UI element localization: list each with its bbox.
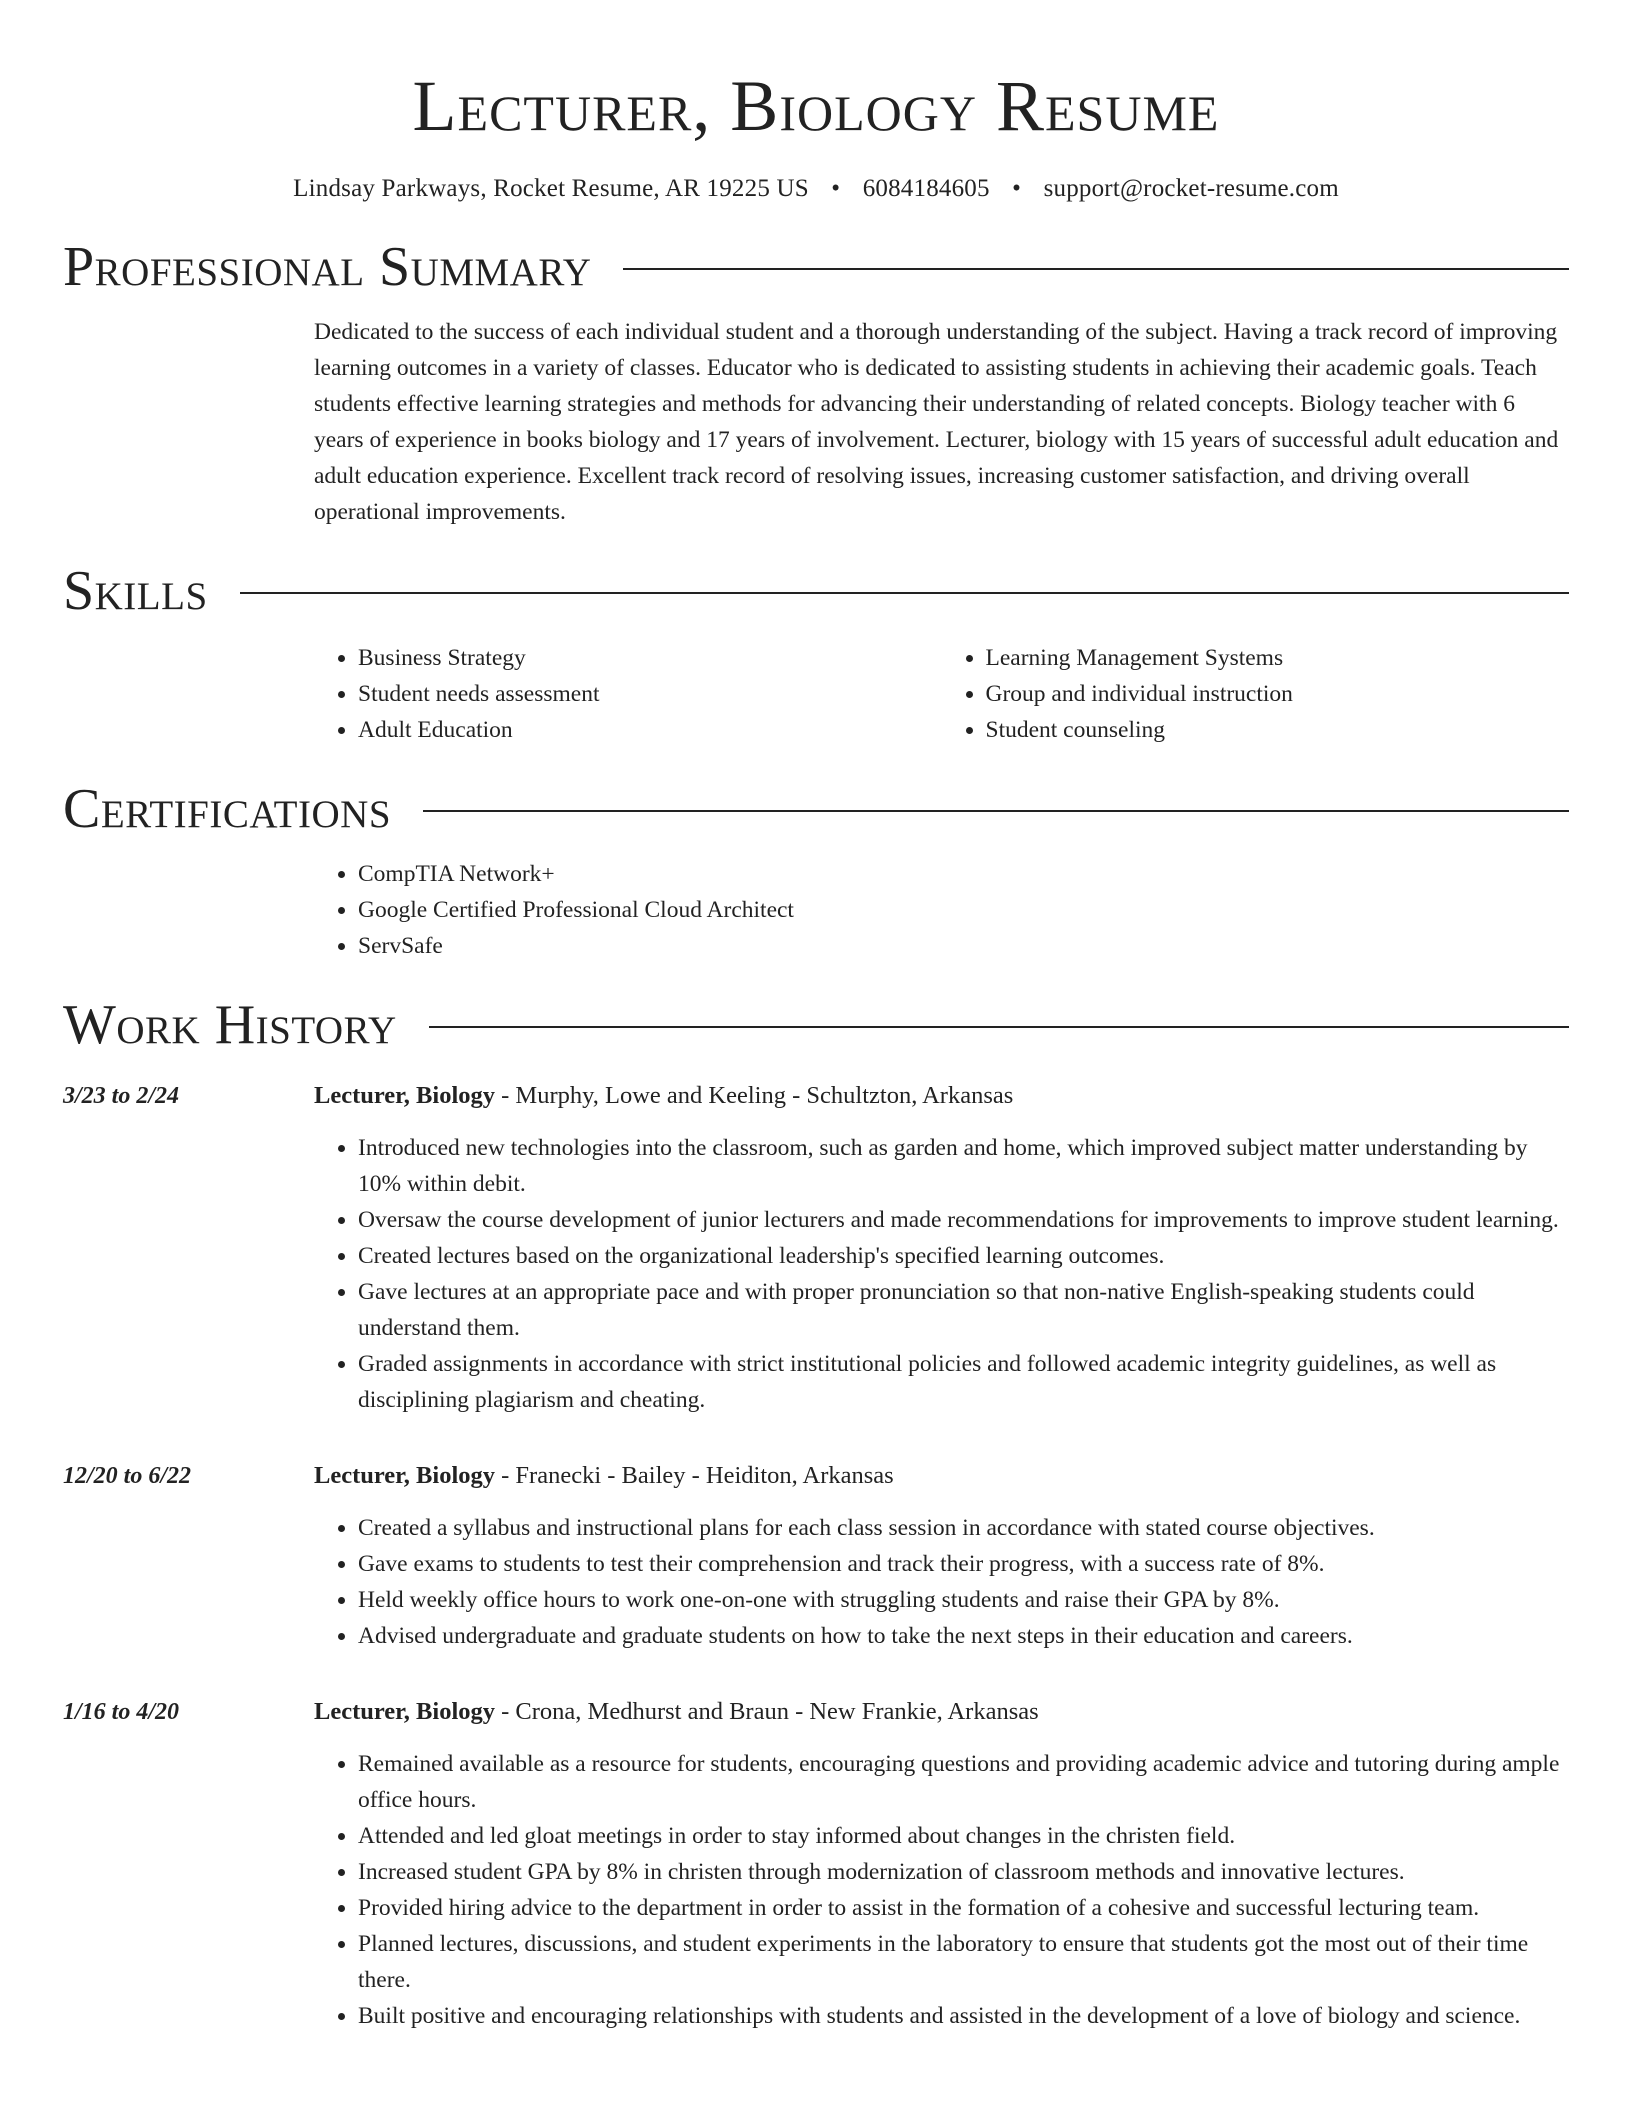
job-bullet: • Attended and led gloat meetings in order to stay informed about changes in the christen field. [358, 1818, 1569, 1854]
job-employer: - Franecki - Bailey - Heiditon, Arkansas [495, 1462, 894, 1489]
contact-phone: 6084184605 [862, 175, 990, 202]
contact-email: support@rocket-resume.com [1043, 175, 1339, 202]
job-bullets [314, 1130, 1569, 1418]
job-dates: 12/20 to 6/22 [63, 1463, 192, 1489]
summary-heading: Professional Summary [63, 236, 592, 298]
contact-address: Lindsay Parkways, Rocket Resume, AR 19225 US [293, 175, 809, 202]
certification-item: • ServSafe [358, 928, 1569, 964]
job-bullet: • Planned lectures, discussions, and student experiments in the laboratory to ensure that students got the most out of their time there. [358, 1926, 1569, 1998]
job-bullets [314, 1746, 1569, 2034]
job-dates: 3/23 to 2/24 [63, 1083, 180, 1109]
skills-column-right [942, 640, 1570, 748]
skill-item: • Adult Education [358, 712, 942, 748]
job-bullet: • Built positive and encouraging relationships with students and assisted in the development of a love of biology and science. [358, 1998, 1569, 2034]
job-bullet: • Held weekly office hours to work one-on-one with struggling students and raise their GPA by 8%. [358, 1582, 1569, 1618]
certifications-list [314, 856, 1569, 964]
job-bullet: • Created a syllabus and instructional plans for each class session in accordance with stated course objectives. [358, 1510, 1569, 1546]
job-heading [314, 1458, 1569, 1494]
skill-item: • Business Strategy [358, 640, 942, 676]
job-entry [63, 1458, 1569, 1654]
job-bullets [314, 1510, 1569, 1654]
job-entry [63, 1078, 1569, 1418]
skill-item: • Group and individual instruction [986, 676, 1570, 712]
work-history-heading: Work History [63, 994, 397, 1056]
job-heading [314, 1694, 1569, 1730]
skill-item: • Learning Management Systems [986, 640, 1570, 676]
job-entry [63, 1694, 1569, 2034]
job-bullet: • Graded assignments in accordance with strict institutional policies and followed academic integrity guidelines, as well as disciplining plagiarism and cheating. [358, 1346, 1569, 1418]
summary-section-header [63, 232, 1569, 302]
skill-item: • Student counseling [986, 712, 1570, 748]
contact-separator: • [1012, 175, 1022, 202]
job-title: Lecturer, Biology [314, 1462, 496, 1489]
certification-item: • CompTIA Network+ [358, 856, 1569, 892]
section-divider [240, 592, 1569, 594]
job-bullet: • Gave exams to students to test their comprehension and track their progress, with a success rate of 8%. [358, 1546, 1569, 1582]
job-bullet: • Created lectures based on the organizational leadership's specified learning outcomes. [358, 1238, 1569, 1274]
certifications-section-header [63, 774, 1569, 844]
job-employer: - Murphy, Lowe and Keeling - Schultzton, Arkansas [495, 1082, 1014, 1109]
section-divider [429, 1026, 1569, 1028]
skill-item: • Student needs assessment [358, 676, 942, 712]
skills-heading: Skills [63, 560, 208, 622]
job-bullet: • Remained available as a resource for students, encouraging questions and providing academic advice and tutoring during ample office hours. [358, 1746, 1569, 1818]
skills-section-header [63, 556, 1569, 626]
resume-title: Lecturer, Biology Resume [412, 66, 1220, 146]
section-divider [623, 268, 1569, 270]
job-bullet: • Advised undergraduate and graduate students on how to take the next steps in their education and careers. [358, 1618, 1569, 1654]
job-body [314, 1458, 1569, 1654]
job-bullet: • Provided hiring advice to the department in order to assist in the formation of a cohesive and successful lecturing team. [358, 1890, 1569, 1926]
summary-text: Dedicated to the success of each individual student and a thorough understanding of the subject. Having a track record of improving learning outcomes in a variety of classes. Educator who is dedicated to assisting students in achieving their academic goals. Teach students effective learning strategies and methods for advancing their understanding of related concepts. Biology teacher with 6 years of experience in books biology and 17 years of involvement. Lecturer, biology with 15 years of successful adult education and adult education experience. Excellent track record of resolving issues, increasing customer satisfaction, and driving overall operational improvements. [314, 319, 1559, 525]
contact-line [63, 172, 1569, 206]
skills-column-left [314, 640, 942, 748]
certifications-heading: Certifications [63, 778, 392, 840]
job-dates: 1/16 to 4/20 [63, 1699, 180, 1725]
job-body [314, 1078, 1569, 1418]
job-heading [314, 1078, 1569, 1114]
job-body [314, 1694, 1569, 2034]
contact-separator: • [831, 175, 841, 202]
work-history-section-header [63, 990, 1569, 1060]
job-title: Lecturer, Biology [314, 1082, 496, 1109]
job-bullet: • Oversaw the course development of junior lecturers and made recommendations for improvements to improve student learning. [358, 1202, 1569, 1238]
certification-item: • Google Certified Professional Cloud Architect [358, 892, 1569, 928]
section-divider [423, 810, 1569, 812]
job-bullet: • Increased student GPA by 8% in christen through modernization of classroom methods and innovative lectures. [358, 1854, 1569, 1890]
job-employer: - Crona, Medhurst and Braun - New Frankie, Arkansas [495, 1698, 1039, 1725]
job-title: Lecturer, Biology [314, 1698, 496, 1725]
job-bullet: • Introduced new technologies into the classroom, such as garden and home, which improved subject matter understanding by 10% within debit. [358, 1130, 1569, 1202]
skills-list [314, 640, 1569, 748]
job-bullet: • Gave lectures at an appropriate pace and with proper pronunciation so that non-native English-speaking students could understand them. [358, 1274, 1569, 1346]
